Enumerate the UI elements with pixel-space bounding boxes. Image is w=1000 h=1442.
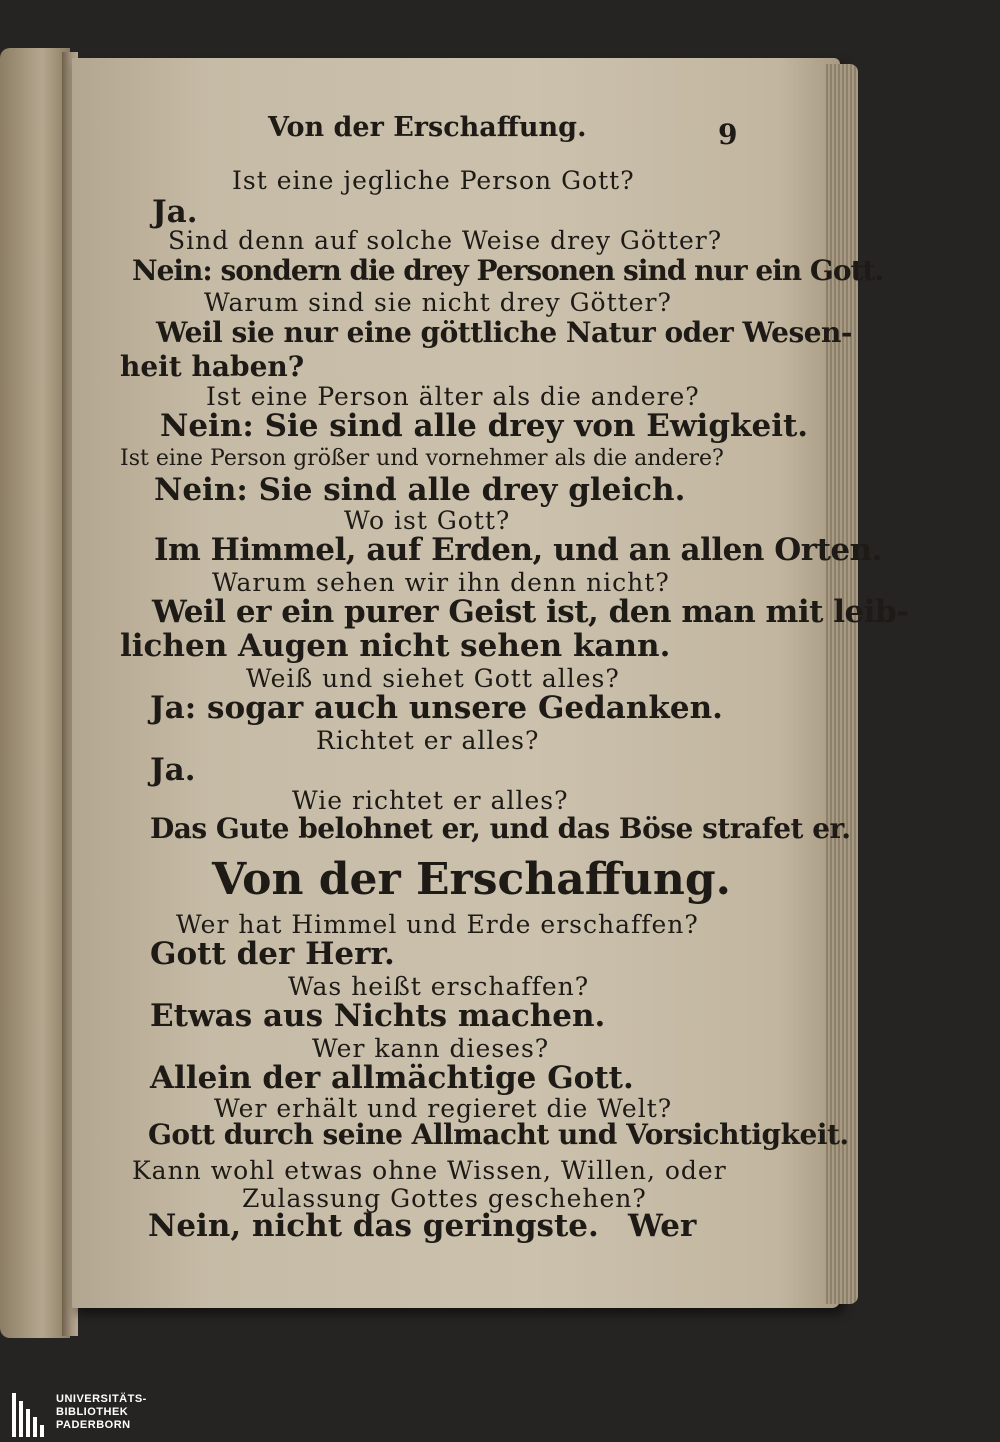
answer-line: Weil sie nur eine göttliche Natur oder Wesen- — [156, 316, 853, 349]
question-line: Zulassung Gottes geschehen? — [242, 1184, 647, 1213]
answer-line: Nein, nicht das geringste. — [148, 1208, 599, 1244]
question-line: Was heißt erschaffen? — [288, 972, 590, 1001]
section-heading: Von der Erschaffung. — [212, 854, 731, 905]
question-line: Weiß und siehet Gott alles? — [246, 664, 620, 693]
library-logo-text[interactable] — [56, 1393, 147, 1432]
question-line: Wer hat Himmel und Erde erschaffen? — [176, 910, 699, 939]
answer-line: Ja. — [152, 194, 198, 230]
question-line: Richtet er alles? — [316, 726, 540, 755]
page-number: 9 — [718, 118, 738, 151]
logo-line-3: PADERBORN — [56, 1419, 131, 1431]
answer-line: heit haben? — [120, 350, 305, 383]
question-line: Warum sind sie nicht drey Götter? — [204, 288, 672, 317]
answer-line: Im Himmel, auf Erden, und an allen Orten. — [154, 532, 882, 568]
answer-line: Nein: sondern die drey Personen sind nur ein Gott. — [132, 254, 884, 287]
question-line: Sind denn auf solche Weise drey Götter? — [168, 226, 723, 255]
answer-line: Weil er ein purer Geist ist, den man mit leib- — [152, 594, 909, 630]
answer-line: Gott der Herr. — [150, 936, 395, 972]
logo-line-2: BIBLIOTHEK — [56, 1406, 129, 1418]
logo-line-1: UNIVERSITÄTS- — [56, 1393, 147, 1405]
question-line: Kann wohl etwas ohne Wissen, Willen, oder — [132, 1156, 727, 1185]
question-line: Wer erhält und regieret die Welt? — [214, 1094, 673, 1123]
footer-bar — [0, 1390, 1000, 1442]
answer-line: Nein: Sie sind alle drey von Ewigkeit. — [160, 408, 809, 444]
question-line: Wie richtet er alles? — [292, 786, 569, 815]
answer-line: Etwas aus Nichts machen. — [150, 998, 606, 1034]
running-head: Von der Erschaffung. — [268, 112, 587, 143]
question-line: Wo ist Gott? — [344, 506, 511, 535]
question-line: Ist eine jegliche Person Gott? — [232, 166, 635, 195]
question-line: Warum sehen wir ihn denn nicht? — [212, 568, 670, 597]
answer-line: lichen Augen nicht sehen kann. — [120, 628, 671, 664]
answer-line: Gott durch seine Allmacht und Vorsichtigkeit. — [148, 1118, 849, 1151]
answer-line: Ja. — [150, 752, 196, 788]
answer-line: Allein der allmächtige Gott. — [150, 1060, 634, 1096]
answer-line: Ja: sogar auch unsere Gedanken. — [150, 690, 723, 726]
question-line: Ist eine Person größer und vornehmer als die andere? — [120, 446, 724, 471]
answer-line: Das Gute belohnet er, und das Böse strafet er. — [150, 812, 851, 845]
answer-line: Nein: Sie sind alle drey gleich. — [154, 472, 686, 508]
question-line: Wer kann dieses? — [312, 1034, 550, 1063]
library-logo-icon — [12, 1393, 46, 1437]
left-page-edge — [0, 48, 70, 1338]
catchword: Wer — [628, 1208, 697, 1244]
question-line: Ist eine Person älter als die andere? — [206, 382, 700, 411]
